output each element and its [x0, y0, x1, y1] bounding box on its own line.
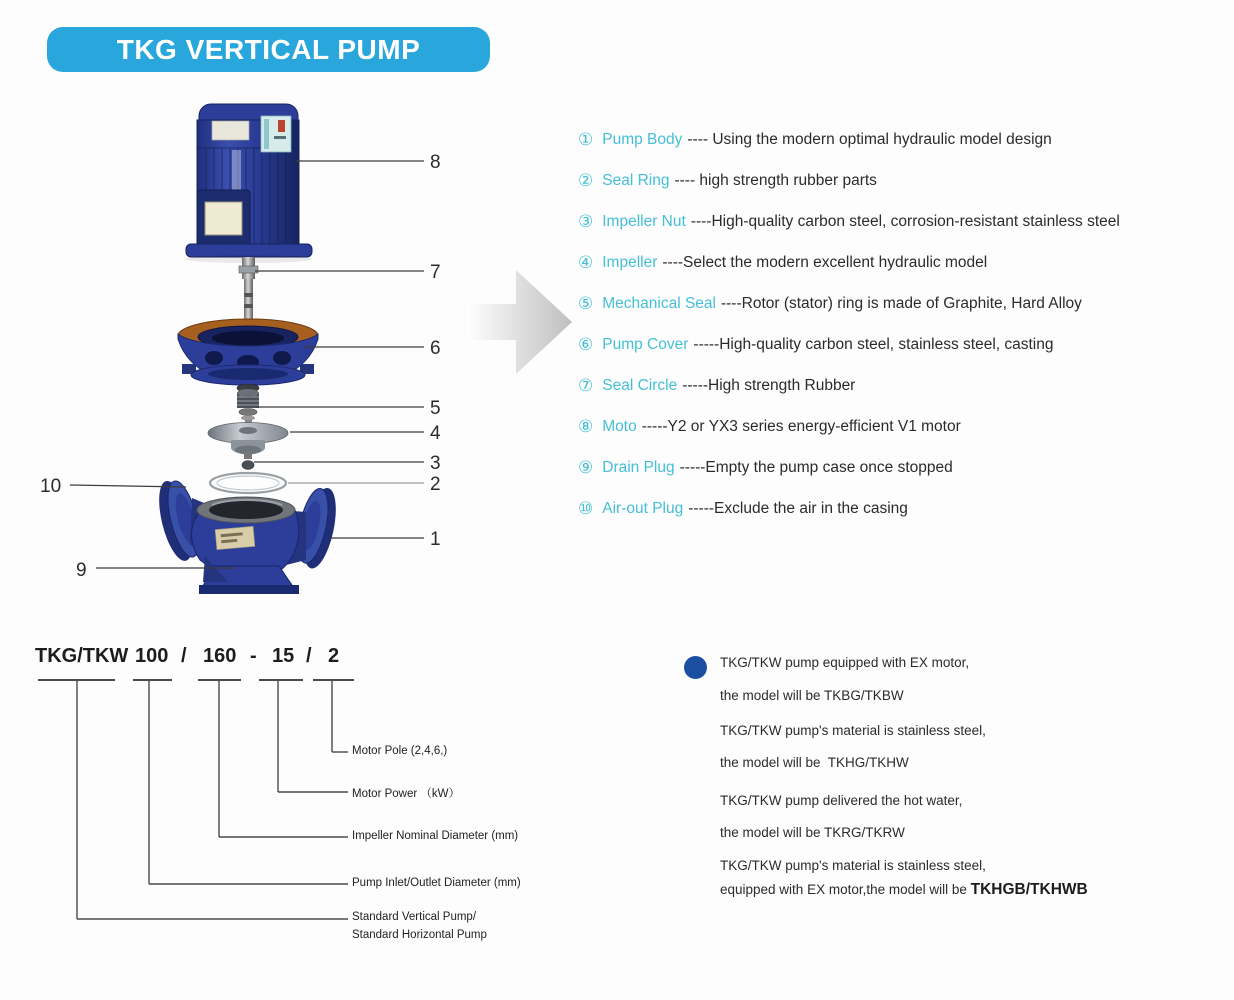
seal-ring-illustration: [210, 473, 286, 493]
part-row-seal-circle: [578, 366, 1234, 407]
mechanical-seal-illustration: [237, 384, 259, 421]
callout-1: 1: [430, 529, 441, 550]
impeller-illustration: [208, 420, 288, 459]
bullet-icon: [684, 656, 707, 679]
callout-7: 7: [430, 262, 441, 283]
label-standard-horizontal: Standard Horizontal Pump: [352, 929, 487, 941]
note-ex-motor-line2: the model will be TKBG/TKBW: [720, 688, 904, 703]
part-name: Seal Ring: [602, 171, 670, 189]
callout-numbers: [40, 152, 441, 581]
label-impeller-diameter: Impeller Nominal Diameter (mm): [352, 830, 519, 842]
part-description: ----High-quality carbon steel, corrosion-resistant stainless steel: [690, 212, 1120, 230]
callout-10: 10: [40, 476, 62, 497]
page-title: TKG VERTICAL PUMP: [116, 33, 421, 65]
callout-6: 6: [430, 338, 441, 359]
label-motor-pole: Motor Pole (2,4,6,): [352, 745, 448, 757]
part-name: Impeller: [602, 253, 658, 271]
motor-junction-box: [197, 190, 250, 247]
part-number-badge: ⑥: [578, 335, 594, 355]
title-banner: [47, 27, 490, 72]
callout-8: 8: [430, 152, 441, 173]
part-name: Moto: [602, 418, 637, 436]
motor-fins: [197, 148, 299, 244]
model-code-tree-lines: [38, 680, 354, 919]
part-name: Pump Body: [602, 130, 683, 148]
model-code-inlet: 100: [135, 645, 169, 667]
model-code-slash-1: /: [181, 645, 187, 667]
model-code-series: TKG/TKW: [35, 645, 129, 667]
note-stainless-line2: the model will be TKHG/TKHW: [720, 755, 909, 770]
note-stainless-line1: TKG/TKW pump's material is stainless steel,: [720, 723, 986, 738]
note-combined-line2: [720, 881, 1088, 899]
part-name: Impeller Nut: [602, 212, 686, 230]
part-description: ----Select the modern excellent hydraulic model: [662, 253, 988, 271]
part-number-badge: ①: [578, 129, 594, 149]
part-description: -----Empty the pump case once stopped: [679, 459, 953, 477]
part-row-pump-cover: [578, 324, 1234, 365]
part-name: Pump Cover: [602, 336, 689, 354]
part-row-drain-plug: [578, 448, 1234, 489]
part-row-motor: [578, 407, 1234, 448]
part-description: ---- Using the modern optimal hydraulic model design: [687, 130, 1052, 148]
motor-side-label: [261, 116, 291, 152]
model-code-pole: 2: [328, 645, 340, 667]
motor-illustration: [185, 104, 313, 322]
callout-3: 3: [430, 453, 441, 474]
part-number-badge: ⑩: [578, 499, 594, 519]
part-name: Air-out Plug: [602, 500, 684, 518]
motor-nameplate: [212, 121, 249, 140]
parts-legend: [578, 119, 1234, 530]
pump-body-label: [215, 526, 255, 549]
part-row-seal-ring: [578, 160, 1234, 201]
part-name: Drain Plug: [602, 459, 675, 477]
part-number-badge: ⑨: [578, 458, 594, 478]
part-name: Mechanical Seal: [602, 294, 716, 312]
part-row-pump-body: [578, 119, 1234, 160]
part-number-badge: ②: [578, 170, 594, 190]
part-row-impeller: [578, 242, 1234, 283]
part-name: Seal Circle: [602, 377, 678, 395]
motor-shaft: [239, 257, 258, 322]
part-number-badge: ③: [578, 211, 594, 231]
callout-9: 9: [76, 560, 87, 581]
right-arrow-icon: [466, 270, 572, 374]
part-row-air-out-plug: [578, 489, 1234, 530]
pump-body-illustration: [152, 476, 341, 594]
callout-lines: [70, 161, 424, 568]
pump-cover-illustration: [178, 319, 318, 385]
note-combined-line2-prefix: equipped with EX motor,the model will be: [720, 882, 971, 897]
motor-flange: [186, 244, 312, 257]
part-row-mechanical-seal: [578, 283, 1234, 324]
model-code-diameter: 160: [203, 645, 237, 667]
callout-4: 4: [430, 423, 441, 444]
part-row-impeller-nut: [578, 201, 1234, 242]
callout-5: 5: [430, 398, 441, 419]
part-number-badge: ⑦: [578, 376, 594, 396]
callout-2: 2: [430, 474, 441, 495]
part-description: -----High strength Rubber: [682, 377, 856, 395]
model-code-power: 15: [272, 645, 295, 667]
part-number-badge: ⑧: [578, 417, 594, 437]
impeller-nut-illustration: [242, 461, 254, 470]
label-pump-diameter: Pump Inlet/Outlet Diameter (mm): [352, 877, 521, 889]
part-description: ---- high strength rubber parts: [674, 171, 877, 189]
part-description: ----Rotor (stator) ring is made of Graphite, Hard Alloy: [720, 294, 1082, 312]
part-number-badge: ⑤: [578, 293, 594, 313]
note-ex-motor-line1: TKG/TKW pump equipped with EX motor,: [720, 655, 970, 670]
motor-highlight: [232, 150, 241, 240]
note-hot-water-line2: the model will be TKRG/TKRW: [720, 825, 905, 840]
part-description: -----Y2 or YX3 series energy-efficient V1 motor: [641, 418, 961, 436]
note-combined-model-bold: TKHGB/TKHWB: [970, 881, 1088, 898]
part-number-badge: ④: [578, 252, 594, 272]
part-description: -----Exclude the air in the casing: [688, 500, 908, 518]
model-code-dash: -: [250, 645, 257, 667]
label-motor-power: Motor Power （kW）: [352, 788, 460, 800]
label-standard-vertical: Standard Vertical Pump/: [352, 911, 477, 923]
model-code-slash-2: /: [306, 645, 312, 667]
note-hot-water-line1: TKG/TKW pump delivered the hot water,: [720, 793, 963, 808]
part-description: -----High-quality carbon steel, stainless steel, casting: [693, 336, 1054, 354]
note-combined-line1: TKG/TKW pump's material is stainless steel,: [720, 858, 986, 873]
